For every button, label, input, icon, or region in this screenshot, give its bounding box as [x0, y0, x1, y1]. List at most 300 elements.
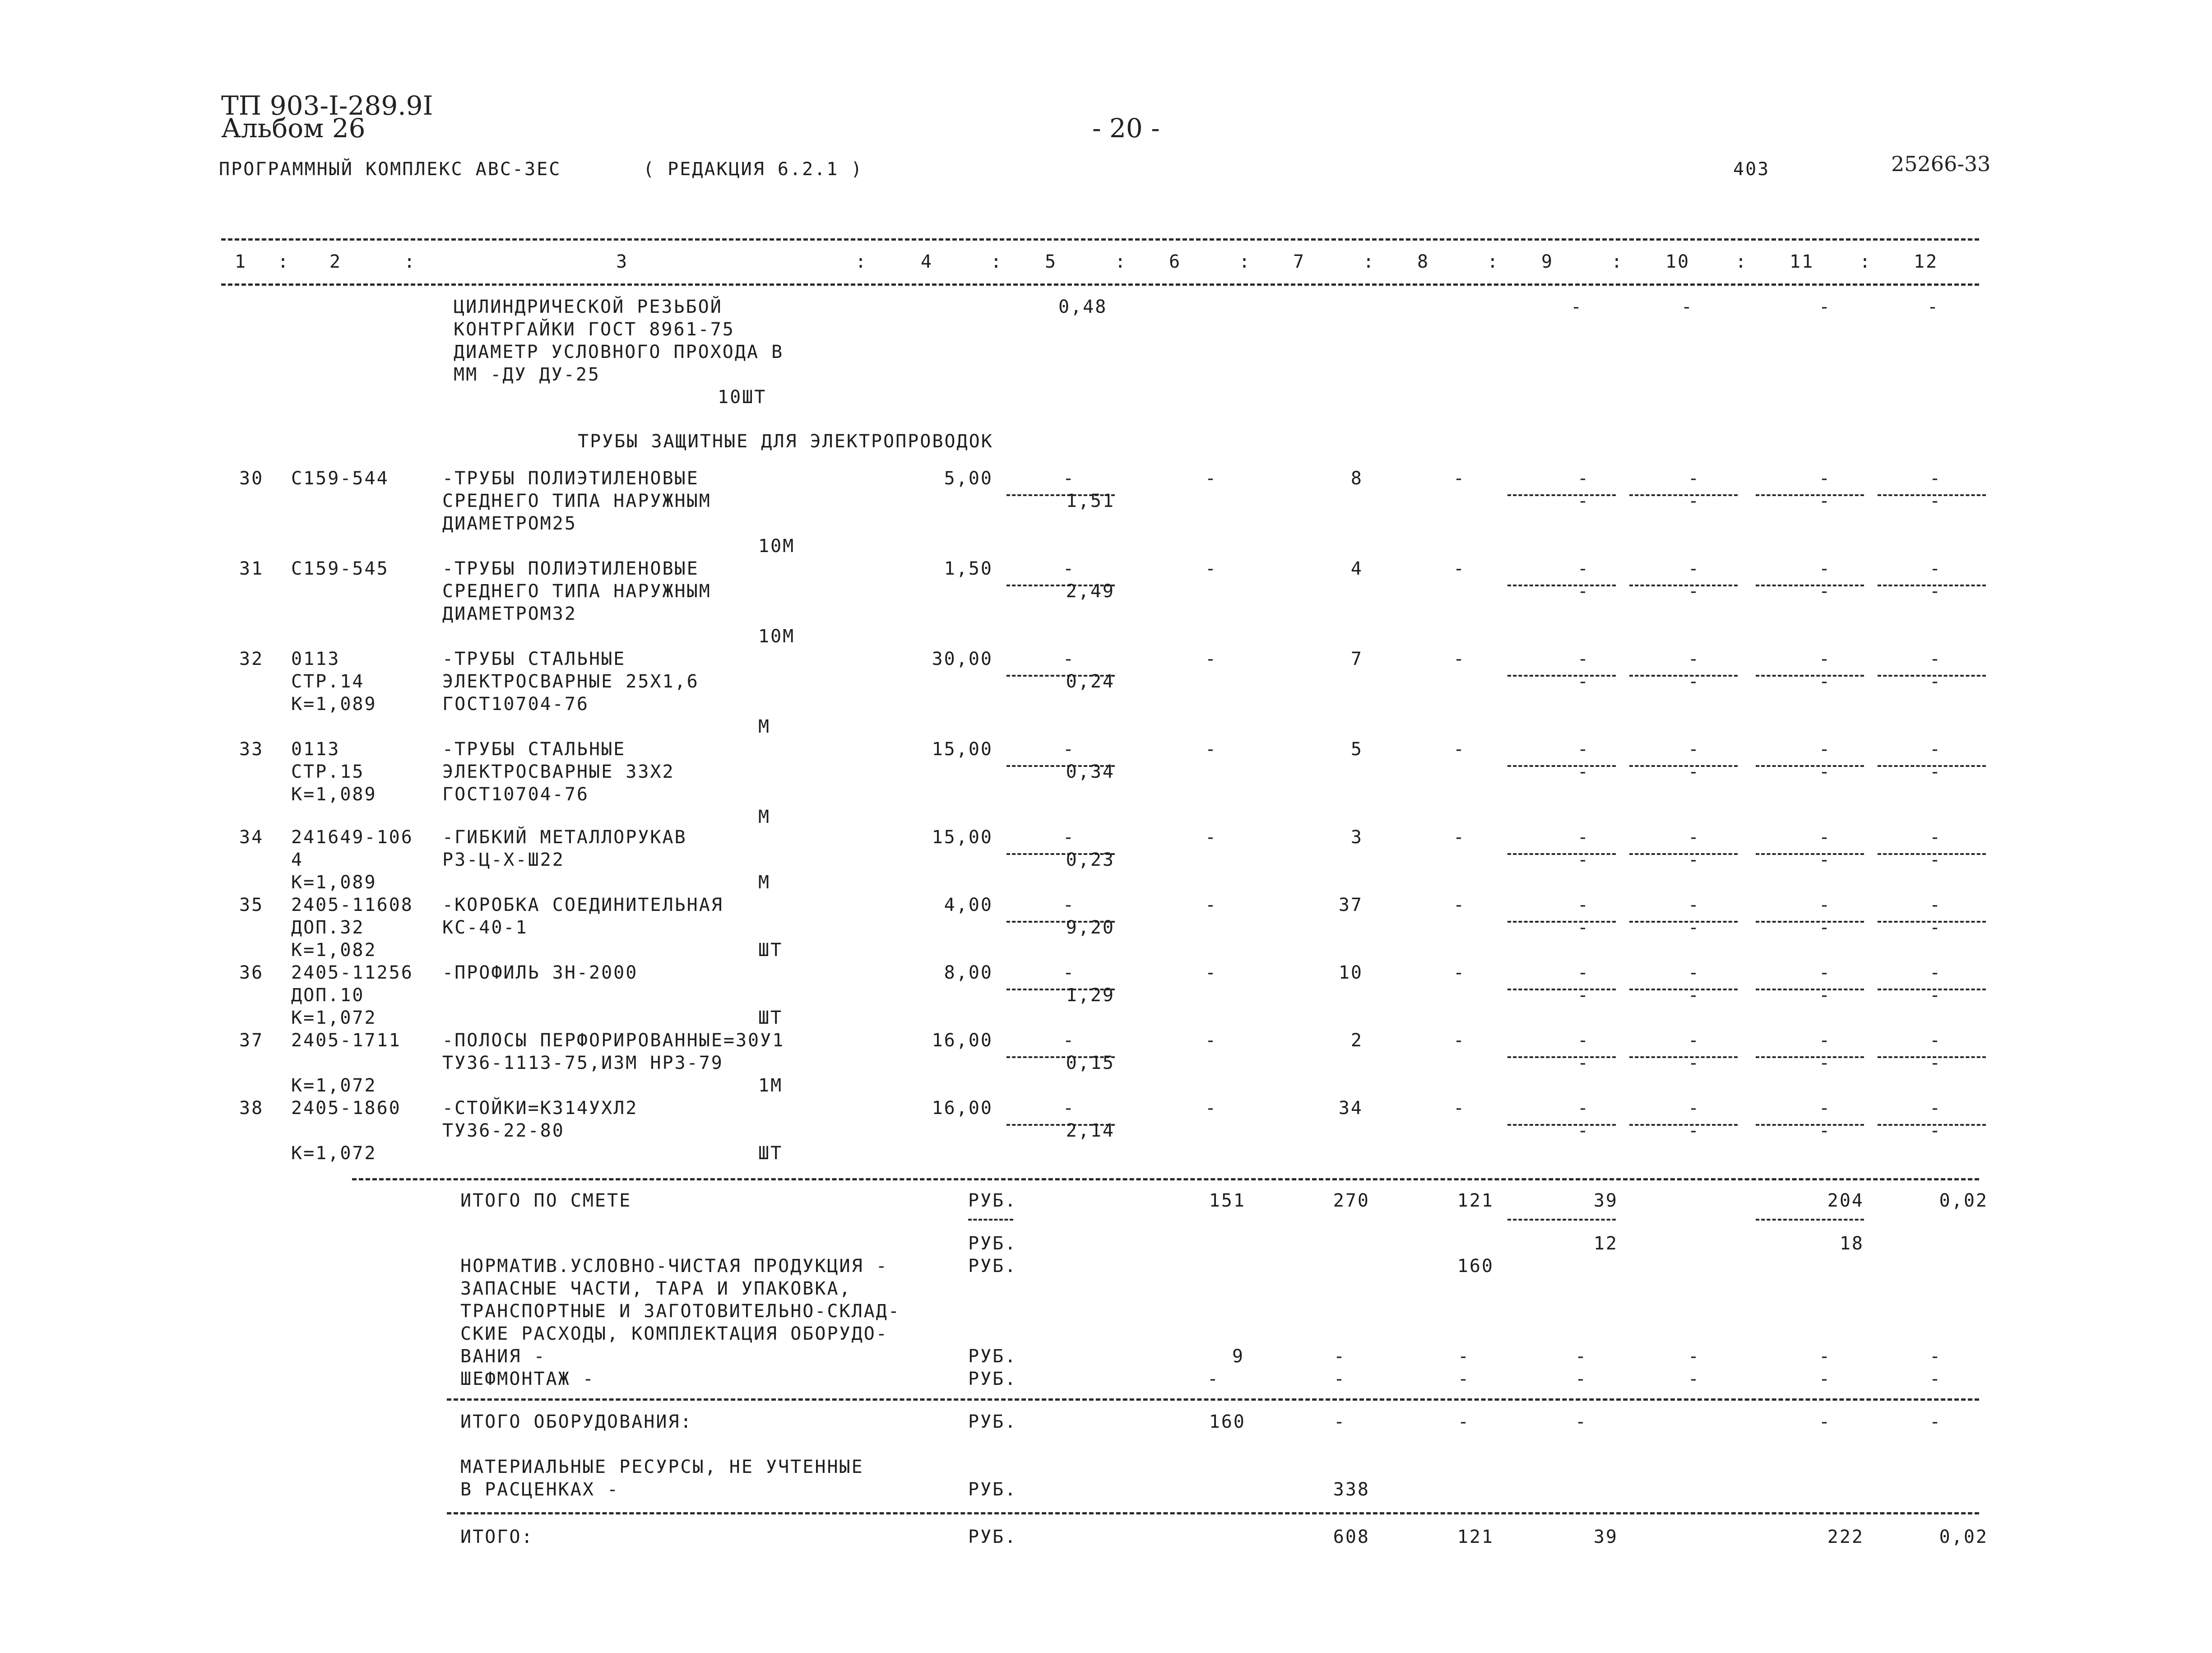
totals-rule	[447, 1512, 1979, 1514]
cell-col6: -	[1205, 827, 1218, 848]
cell-col10: -	[1688, 1098, 1701, 1119]
cell-col7: 7	[1350, 649, 1363, 669]
description-line: -СТОЙКИ=К314УХЛ2	[442, 1098, 638, 1119]
cell-col7: 8	[1350, 468, 1363, 489]
quantity-cell: 5,00	[944, 468, 993, 489]
unit-cell: 1М	[758, 1075, 783, 1096]
cell-rule	[1507, 989, 1616, 990]
cell-col11: -	[1819, 895, 1832, 915]
description-line: ММ -ДУ ДУ-25	[454, 364, 600, 385]
column-separator: :	[1611, 251, 1624, 272]
cell-col5-value: 1,51	[1066, 491, 1115, 511]
column-header: 8	[1417, 251, 1430, 272]
cell-col11: -	[1819, 1030, 1832, 1051]
cell-col9: -	[1577, 1098, 1590, 1119]
cell-rule	[1507, 675, 1616, 677]
description-line: ЗАПАСНЫЕ ЧАСТИ, ТАРА И УПАКОВКА,	[460, 1278, 852, 1299]
cell-col6: -	[1205, 1098, 1218, 1119]
description-line: В РАСЦЕНКАХ -	[460, 1479, 620, 1500]
total-unit: РУБ.	[968, 1412, 1017, 1432]
cell-col5: -	[1063, 558, 1076, 579]
cell-col5: -	[1063, 468, 1076, 489]
column-header: 6	[1169, 251, 1182, 272]
cell-col7: 608	[1333, 1527, 1370, 1547]
cell-rule	[1629, 1124, 1738, 1126]
cell-col9: -	[1577, 962, 1590, 983]
cell-col7: 338	[1333, 1479, 1370, 1500]
description-line: Р3-Ц-Х-Ш22	[442, 850, 565, 870]
cell-col11: -	[1819, 1098, 1832, 1119]
column-header: 5	[1045, 251, 1057, 272]
unit-cell: ШТ	[758, 940, 783, 961]
description-line: ЦИЛИНДРИЧЕСКОЙ РЕЗЬБОЙ	[454, 297, 723, 317]
row-code: ДОП.32	[291, 917, 365, 938]
cell-rule	[1629, 921, 1738, 923]
cell-col11-lower: -	[1819, 761, 1832, 782]
cell-col12: -	[1929, 895, 1942, 915]
cell-col12: -	[1929, 739, 1942, 760]
cell-col5: -	[1063, 1098, 1076, 1119]
cell-rule	[1756, 585, 1864, 586]
cell-col12-lower: -	[1929, 671, 1942, 692]
cell-col11-lower: -	[1819, 1053, 1832, 1073]
cell-col12: -	[1929, 468, 1942, 489]
row-number: 38	[239, 1098, 264, 1119]
total-unit: РУБ.	[968, 1346, 1017, 1367]
edition-label: ( РЕДАКЦИЯ 6.2.1 )	[643, 159, 863, 180]
cell-col6: 9	[1232, 1346, 1245, 1367]
description-line: ДИАМЕТРОМ25	[442, 513, 577, 534]
cell-col8: -	[1453, 1030, 1466, 1051]
cell-col9: -	[1571, 297, 1583, 317]
cell-col12: -	[1929, 827, 1942, 848]
description-line: -ТРУБЫ СТАЛЬНЫЕ	[442, 649, 626, 669]
cell-col11: 222	[1827, 1527, 1864, 1547]
total-label: ИТОГО ОБОРУДОВАНИЯ:	[460, 1412, 693, 1432]
cell-col9-lower: -	[1577, 1120, 1590, 1141]
cell-col11-lower: -	[1819, 850, 1832, 870]
cell-col11: -	[1819, 1412, 1832, 1432]
header-rule-bottom	[221, 283, 1979, 286]
quantity-cell: 8,00	[944, 962, 993, 983]
column-separator: :	[1487, 251, 1500, 272]
sheet-code-small: 403	[1733, 159, 1770, 180]
cell-col8: 160	[1457, 1256, 1494, 1277]
cell-col11-lower: -	[1819, 671, 1832, 692]
column-separator: :	[855, 251, 868, 272]
cell-rule	[1507, 1124, 1616, 1126]
total-unit: РУБ.	[968, 1190, 1017, 1211]
totals-rule	[447, 1398, 1979, 1401]
cell-col11: -	[1819, 962, 1832, 983]
cell-col10: -	[1688, 895, 1701, 915]
cell-col9: 39	[1593, 1527, 1618, 1547]
cell-col8: -	[1453, 962, 1466, 983]
cell-col9-lower: -	[1577, 917, 1590, 938]
quantity-cell: 15,00	[932, 827, 993, 848]
row-code: К=1,089	[291, 872, 377, 893]
cell-col7: 5	[1350, 739, 1363, 760]
cell-col8: -	[1453, 1098, 1466, 1119]
cell-col12-lower: -	[1929, 1120, 1942, 1141]
cell-rule	[1756, 675, 1864, 677]
cell-col12-lower: -	[1929, 491, 1942, 511]
cell-col10-lower: -	[1688, 581, 1701, 602]
cell-rule	[1629, 1056, 1738, 1058]
cell-col7: 2	[1350, 1030, 1363, 1051]
cell-col8: -	[1453, 739, 1466, 760]
cell-col9: -	[1577, 739, 1590, 760]
row-code: К=1,072	[291, 1143, 377, 1164]
cell-col7: 3	[1350, 827, 1363, 848]
cell-rule	[1756, 1056, 1864, 1058]
description-line: КС-40-1	[442, 917, 528, 938]
cell-col12: -	[1927, 297, 1940, 317]
row-code: СТР.15	[291, 761, 365, 782]
cell-col10: -	[1688, 739, 1701, 760]
cell-col12: -	[1929, 649, 1942, 669]
row-number: 36	[239, 962, 264, 983]
cell-col9: -	[1575, 1412, 1588, 1432]
quantity-cell: 1,50	[944, 558, 993, 579]
cell-col12-lower: -	[1929, 917, 1942, 938]
column-separator: :	[278, 251, 290, 272]
cell-rule	[1756, 853, 1864, 855]
column-header: 7	[1293, 251, 1306, 272]
cell-col9: 39	[1593, 1190, 1618, 1211]
row-code: 2405-1860	[291, 1098, 401, 1119]
cell-col8: -	[1458, 1369, 1470, 1389]
cell-rule	[1756, 921, 1864, 923]
cell-col10: -	[1681, 297, 1694, 317]
column-separator: :	[1239, 251, 1252, 272]
cell-col5-value: 0,34	[1066, 761, 1115, 782]
row-code: 0113	[291, 739, 340, 760]
description-line: ТУ36-1113-75,ИЗМ НР3-79	[442, 1053, 723, 1073]
document-code: ТП 903-I-289.9I	[221, 90, 433, 121]
cell-col8: -	[1453, 649, 1466, 669]
total-label: ИТОГО:	[460, 1527, 534, 1547]
row-code: 2405-11256	[291, 962, 413, 983]
cell-col6: 160	[1209, 1412, 1246, 1432]
row-number: 35	[239, 895, 264, 915]
cell-col9-lower: -	[1577, 491, 1590, 511]
row-number: 30	[239, 468, 264, 489]
cell-col11: -	[1819, 739, 1832, 760]
cell-rule	[1507, 1056, 1616, 1058]
total-unit: РУБ.	[968, 1369, 1017, 1389]
cell-col6: -	[1205, 962, 1218, 983]
cell-col12: -	[1929, 1369, 1942, 1389]
cell-col8: -	[1458, 1346, 1470, 1367]
cell-col7: -	[1334, 1412, 1346, 1432]
cell-rule	[1629, 853, 1738, 855]
cell-col5: -	[1063, 1030, 1076, 1051]
cell-col11: -	[1819, 1369, 1832, 1389]
cell-col6: -	[1205, 895, 1218, 915]
cell-col9: -	[1575, 1346, 1588, 1367]
description-line: ДИАМЕТРОМ32	[442, 604, 577, 624]
cell-col7: 10	[1338, 962, 1363, 983]
cell-rule	[1756, 765, 1864, 767]
cell-col9: -	[1577, 895, 1590, 915]
cell-col7: 4	[1350, 558, 1363, 579]
description-line: -ТРУБЫ ПОЛИЭТИЛЕНОВЫЕ	[442, 468, 699, 489]
cell-col5-value: 9,20	[1066, 917, 1115, 938]
cell-col6: -	[1205, 739, 1218, 760]
cell-col7: -	[1334, 1369, 1346, 1389]
cell-col8: -	[1453, 468, 1466, 489]
total-unit: РУБ.	[968, 1479, 1017, 1500]
cell-col11: -	[1819, 649, 1832, 669]
cell-col7: 37	[1338, 895, 1363, 915]
cell-col5: -	[1063, 739, 1076, 760]
column-header: 2	[329, 251, 342, 272]
cell-col10-lower: -	[1688, 1120, 1701, 1141]
cell-rule	[1756, 989, 1864, 990]
description-line: -КОРОБКА СОЕДИНИТЕЛЬНАЯ	[442, 895, 723, 915]
cell-rule	[1629, 989, 1738, 990]
quantity-cell: 4,00	[944, 895, 993, 915]
unit-cell: М	[758, 807, 771, 827]
section-title: ТРУБЫ ЗАЩИТНЫЕ ДЛЯ ЭЛЕКТРОПРОВОДОК	[578, 431, 993, 452]
cell-col10: -	[1688, 1030, 1701, 1051]
cell-col9-lower: -	[1577, 761, 1590, 782]
cell-col11: 204	[1827, 1190, 1864, 1211]
cell-col10-lower: -	[1688, 671, 1701, 692]
column-header: 12	[1914, 251, 1938, 272]
cell-col11: -	[1819, 827, 1832, 848]
cell-col11-lower: -	[1819, 491, 1832, 511]
quantity-cell: 15,00	[932, 739, 993, 760]
cell-col6: -	[1205, 468, 1218, 489]
cell-col11: 18	[1839, 1233, 1864, 1254]
unit-cell: ШТ	[758, 1008, 783, 1028]
column-header: 1	[235, 251, 247, 272]
cell-rule	[1629, 675, 1738, 677]
cell-col9: -	[1577, 827, 1590, 848]
short-rule	[1756, 1219, 1864, 1221]
cell-col10: -	[1688, 962, 1701, 983]
total-label: ИТОГО ПО СМЕТЕ	[460, 1190, 632, 1211]
description-line: МАТЕРИАЛЬНЫЕ РЕСУРСЫ, НЕ УЧТЕННЫЕ	[460, 1457, 864, 1477]
cell-rule	[1507, 585, 1616, 586]
cell-col10: -	[1688, 827, 1701, 848]
unit-cell: 10ШТ	[718, 387, 767, 408]
cell-rule	[1629, 494, 1738, 496]
description-line: -ГИБКИЙ МЕТАЛЛОРУКАВ	[442, 827, 687, 848]
description-line: -ПРОФИЛЬ ЗН-2000	[442, 962, 638, 983]
unit-cell: М	[758, 716, 771, 737]
cell-col7: 34	[1338, 1098, 1363, 1119]
column-header: 10	[1665, 251, 1690, 272]
cell-col8: 121	[1457, 1190, 1494, 1211]
description-line: ЭЛЕКТРОСВАРНЫЕ 25Х1,6	[442, 671, 699, 692]
cell-col8: -	[1453, 827, 1466, 848]
cell-col10: -	[1688, 1346, 1701, 1367]
cell-col9: -	[1577, 468, 1590, 489]
cell-col10-lower: -	[1688, 491, 1701, 511]
description-line: ГОСТ10704-76	[442, 694, 589, 715]
row-code: 241649-106	[291, 827, 413, 848]
cell-col11: -	[1819, 468, 1832, 489]
cell-col11-lower: -	[1819, 985, 1832, 1006]
cell-rule	[1629, 585, 1738, 586]
description-line: ЭЛЕКТРОСВАРНЫЕ 33Х2	[442, 761, 675, 782]
row-number: 34	[239, 827, 264, 848]
cell-col8: 121	[1457, 1527, 1494, 1547]
cell-col10: -	[1688, 1369, 1701, 1389]
cell-col10: -	[1688, 649, 1701, 669]
cell-rule	[1629, 765, 1738, 767]
row-code: 4	[291, 850, 304, 870]
cell-col6: -	[1205, 649, 1218, 669]
cell-col10-lower: -	[1688, 1053, 1701, 1073]
cell-col9: -	[1577, 1030, 1590, 1051]
cell-col11: -	[1819, 1346, 1832, 1367]
row-number: 37	[239, 1030, 264, 1051]
column-separator: :	[1735, 251, 1748, 272]
cell-col10-lower: -	[1688, 985, 1701, 1006]
cell-col5-value: 0,24	[1066, 671, 1115, 692]
cell-col9: -	[1577, 558, 1590, 579]
cell-col11: -	[1819, 558, 1832, 579]
row-code: С159-545	[291, 558, 389, 579]
cell-col6: -	[1205, 1030, 1218, 1051]
column-header: 4	[921, 251, 933, 272]
description-line: ДИАМЕТР УСЛОВНОГО ПРОХОДА В	[454, 342, 784, 362]
cell-col6: -	[1207, 1369, 1220, 1389]
cell-rule	[1756, 494, 1864, 496]
cell-col9-lower: -	[1577, 581, 1590, 602]
cell-col12: 0,02	[1939, 1190, 1988, 1211]
cell-col12-lower: -	[1929, 850, 1942, 870]
cell-col6: -	[1205, 558, 1218, 579]
row-code: 2405-11608	[291, 895, 413, 915]
row-code: ДОП.10	[291, 985, 365, 1006]
cell-col5-value: 0,23	[1066, 850, 1115, 870]
cell-col5-value: 2,49	[1066, 581, 1115, 602]
cell-col5: 0,48	[1058, 297, 1108, 317]
description-line: -ПОЛОСЫ ПЕРФОРИРОВАННЫЕ=30У1	[442, 1030, 785, 1051]
row-code: 2405-1711	[291, 1030, 401, 1051]
unit-cell: М	[758, 872, 771, 893]
row-code: СТР.14	[291, 671, 365, 692]
cell-col10: -	[1688, 468, 1701, 489]
cell-col12-lower: -	[1929, 761, 1942, 782]
quantity-cell: 16,00	[932, 1030, 993, 1051]
cell-col8: -	[1453, 558, 1466, 579]
quantity-cell: 30,00	[932, 649, 993, 669]
row-code: К=1,072	[291, 1075, 377, 1096]
total-unit: РУБ.	[968, 1527, 1017, 1547]
row-code: К=1,072	[291, 1008, 377, 1028]
unit-cell: 10М	[758, 536, 795, 557]
short-rule	[1507, 1219, 1616, 1221]
cell-col12-lower: -	[1929, 581, 1942, 602]
cell-col9-lower: -	[1577, 850, 1590, 870]
column-separator: :	[1363, 251, 1376, 272]
page-number: - 20 -	[1092, 113, 1160, 144]
cell-col11-lower: -	[1819, 917, 1832, 938]
cell-col12: -	[1929, 1098, 1942, 1119]
cell-col12: -	[1929, 1030, 1942, 1051]
cell-col10: -	[1688, 558, 1701, 579]
row-code: С159-544	[291, 468, 389, 489]
row-code: 0113	[291, 649, 340, 669]
header-rule-top	[221, 238, 1979, 241]
row-number: 31	[239, 558, 264, 579]
description-line: ГОСТ10704-76	[442, 784, 589, 805]
short-rule	[968, 1219, 1013, 1221]
cell-col9-lower: -	[1577, 985, 1590, 1006]
total-label: ШЕФМОНТАЖ -	[460, 1369, 595, 1389]
cell-col5: -	[1063, 827, 1076, 848]
cell-rule	[1507, 921, 1616, 923]
cell-col12: -	[1929, 1412, 1942, 1432]
cell-col5-value: 1,29	[1066, 985, 1115, 1006]
description-line: НОРМАТИВ.УСЛОВНО-ЧИСТАЯ ПРОДУКЦИЯ -	[460, 1256, 888, 1277]
row-code: К=1,082	[291, 940, 377, 961]
description-line: ТУ36-22-80	[442, 1120, 565, 1141]
cell-col6: 151	[1209, 1190, 1246, 1211]
column-separator: :	[1115, 251, 1127, 272]
quantity-cell: 16,00	[932, 1098, 993, 1119]
cell-col8: -	[1453, 895, 1466, 915]
album-label: Альбом 26	[221, 113, 366, 144]
cell-col11-lower: -	[1819, 581, 1832, 602]
description-line: ТРАНСПОРТНЫЕ И ЗАГОТОВИТЕЛЬНО-СКЛАД-	[460, 1301, 900, 1322]
column-header: 9	[1541, 251, 1554, 272]
cell-rule	[1507, 494, 1616, 496]
description-line: СКИЕ РАСХОДЫ, КОМПЛЕКТАЦИЯ ОБОРУДО-	[460, 1323, 888, 1344]
cell-col5-value: 0,15	[1066, 1053, 1115, 1073]
description-line: -ТРУБЫ ПОЛИЭТИЛЕНОВЫЕ	[442, 558, 699, 579]
description-line: ВАНИЯ -	[460, 1346, 546, 1367]
cell-col5: -	[1063, 962, 1076, 983]
cell-col11: -	[1819, 297, 1832, 317]
cell-col12: -	[1929, 558, 1942, 579]
column-separator: :	[1860, 251, 1872, 272]
total-unit: РУБ.	[968, 1256, 1017, 1277]
totals-rule	[352, 1178, 1979, 1180]
cell-col12: -	[1929, 962, 1942, 983]
total-unit: РУБ.	[968, 1233, 1017, 1254]
cell-rule	[1507, 765, 1616, 767]
column-separator: :	[404, 251, 417, 272]
column-separator: :	[991, 251, 1003, 272]
row-code: К=1,089	[291, 784, 377, 805]
cell-col9-lower: -	[1577, 1053, 1590, 1073]
program-name: ПРОГРАММНЫЙ КОМПЛЕКС АВС-3ЕС	[219, 159, 561, 180]
cell-col5: -	[1063, 649, 1076, 669]
cell-col10-lower: -	[1688, 850, 1701, 870]
cell-col12-lower: -	[1929, 985, 1942, 1006]
cell-col9: -	[1575, 1369, 1588, 1389]
description-line: СРЕДНЕГО ТИПА НАРУЖНЫМ	[442, 581, 711, 602]
cell-col5-value: 2,14	[1066, 1120, 1115, 1141]
row-number: 33	[239, 739, 264, 760]
cell-rule	[1756, 1124, 1864, 1126]
unit-cell: ШТ	[758, 1143, 783, 1164]
description-line: КОНТРГАЙКИ ГОСТ 8961-75	[454, 319, 735, 340]
description-line: СРЕДНЕГО ТИПА НАРУЖНЫМ	[442, 491, 711, 511]
cell-col7: 270	[1333, 1190, 1370, 1211]
cell-col12-lower: -	[1929, 1053, 1942, 1073]
cell-col5: -	[1063, 895, 1076, 915]
cell-col7: -	[1334, 1346, 1346, 1367]
cell-col12: -	[1929, 1346, 1942, 1367]
